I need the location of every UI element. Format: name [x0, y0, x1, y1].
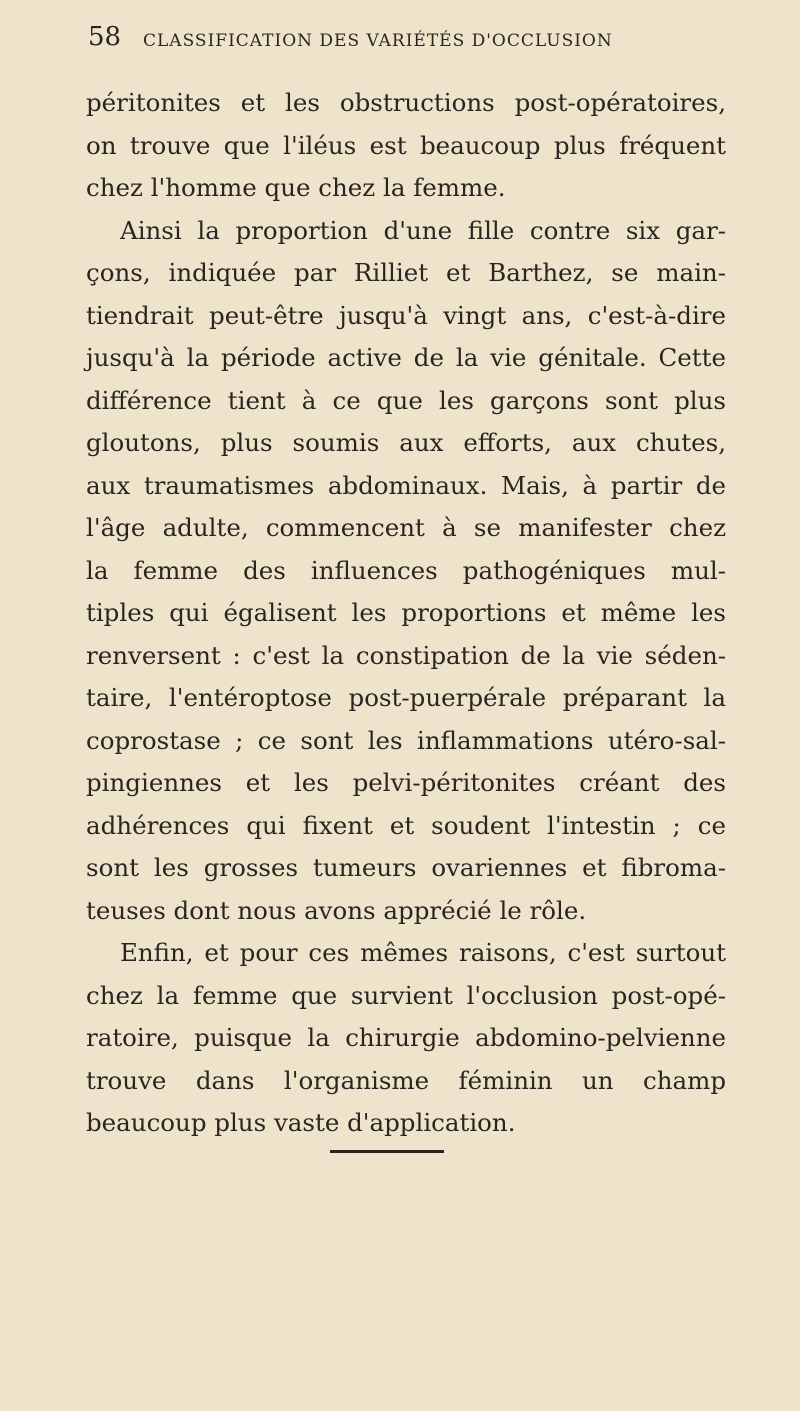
- text-line: renversent : c'est la constipation de la vie séden-: [86, 640, 726, 670]
- text-line: ratoire, puisque la chirurgie abdomino-pelvienne: [86, 1023, 726, 1052]
- running-head: [88, 22, 728, 52]
- text-line: tiendrait peut-être jusqu'à vingt ans, c'est-à-dire: [86, 300, 726, 330]
- text-line: trouve dans l'organisme féminin un champ: [86, 1065, 726, 1095]
- text-line: péritonites et les obstructions post-opératoires,: [86, 88, 726, 117]
- text-line: aux traumatismes abdominaux. Mais, à partir de: [86, 470, 726, 500]
- text-line: tiples qui égalisent les proportions et même les: [86, 598, 726, 627]
- text-line: jusqu'à la période active de la vie génitale. Cette: [86, 343, 726, 372]
- text-line: çons, indiquée par Rilliet et Barthez, se main-: [86, 258, 726, 287]
- text-line: on trouve que l'iléus est beaucoup plus fréquent: [86, 130, 726, 160]
- text-line: la femme des influences pathogéniques mul-: [86, 555, 726, 585]
- text-line: teuses dont nous avons apprécié le rôle.: [86, 895, 587, 925]
- text-line: chez la femme que survient l'occlusion post-opé-: [86, 980, 726, 1010]
- text-line: l'âge adulte, commencent à se manifester chez: [86, 513, 726, 542]
- text-line: Enfin, et pour ces mêmes raisons, c'est surtout: [120, 938, 726, 967]
- body-text: [86, 82, 726, 1145]
- text-line: adhérences qui fixent et soudent l'intestin ; ce: [86, 810, 726, 840]
- text-line: différence tient à ce que les garçons sont plus: [86, 385, 726, 415]
- page-number: 58: [88, 22, 122, 52]
- running-title: CLASSIFICATION DES VARIÉTÉS D'OCCLUSION: [143, 31, 613, 51]
- text-line: chez l'homme que chez la femme.: [86, 173, 506, 202]
- text-line: taire, l'entéroptose post-puerpérale préparant la: [86, 683, 726, 712]
- text-line: gloutons, plus soumis aux efforts, aux chutes,: [86, 428, 726, 457]
- text-line: beaucoup plus vaste d'application.: [86, 1108, 516, 1137]
- end-rule: [330, 1150, 444, 1153]
- text-line: pingiennes et les pelvi-péritonites créant des: [86, 768, 726, 797]
- text-line: sont les grosses tumeurs ovariennes et fibroma-: [86, 853, 726, 882]
- text-line: Ainsi la proportion d'une fille contre six gar-: [120, 215, 726, 245]
- text-line: coprostase ; ce sont les inflammations utéro-sal-: [86, 725, 726, 755]
